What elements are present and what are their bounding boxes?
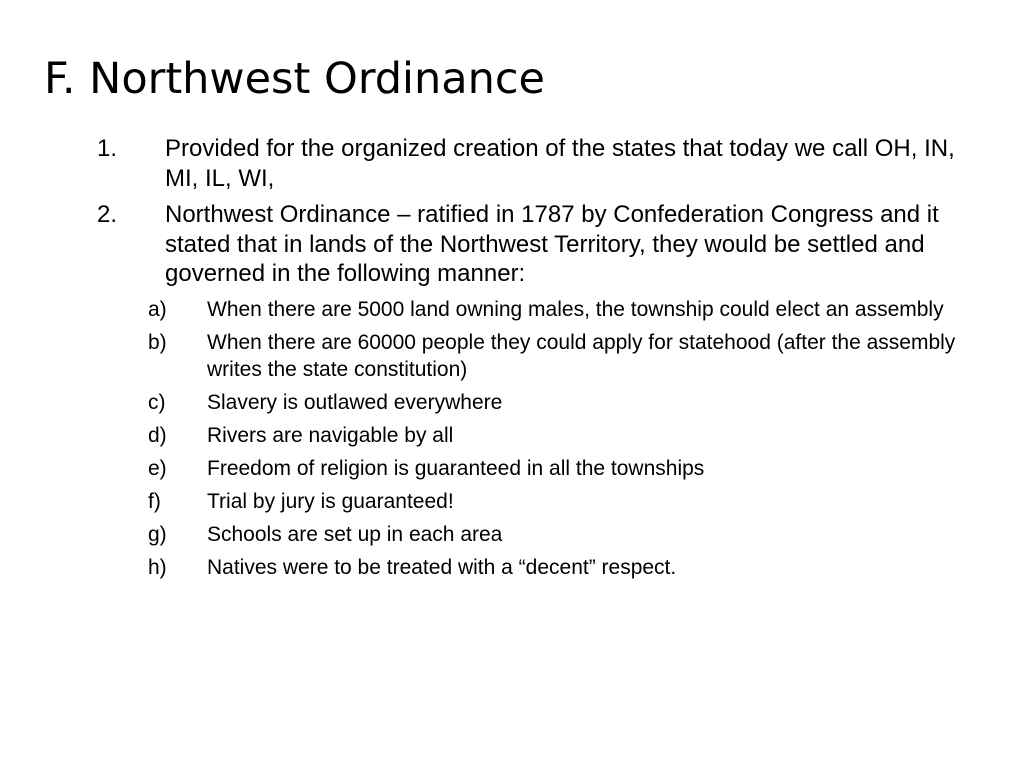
- sub-marker: h): [148, 555, 167, 579]
- sub-item-g: [96, 521, 976, 548]
- sub-item-text: Trial by jury is guaranteed!: [207, 489, 454, 513]
- sub-item-text: When there are 5000 land owning males, the township could elect an assembly: [207, 297, 944, 321]
- sub-marker: f): [148, 489, 161, 513]
- sub-marker: e): [148, 456, 167, 480]
- sub-item-text: When there are 60000 people they could apply for statehood (after the assembly writes the state constitution): [207, 330, 956, 381]
- sub-item-text: Rivers are navigable by all: [207, 423, 454, 447]
- slide-content: [96, 134, 976, 587]
- list-item-2: [96, 200, 976, 289]
- sub-marker: c): [148, 390, 166, 414]
- slide-title: F. Northwest Ordinance: [44, 54, 545, 104]
- sub-marker: b): [148, 330, 167, 354]
- sub-marker: d): [148, 423, 167, 447]
- sub-item-h: [96, 554, 976, 581]
- list-item-text: Northwest Ordinance – ratified in 1787 by Confederation Congress and it stated that in lands of the Northwest Territory, they would be settled and governed in the following manner:: [165, 201, 939, 287]
- sub-marker: g): [148, 522, 167, 546]
- list-item-1: [96, 134, 976, 193]
- sub-item-c: [96, 389, 976, 416]
- list-marker: 2.: [97, 201, 118, 228]
- sub-item-text: Schools are set up in each area: [207, 522, 503, 546]
- sub-item-text: Natives were to be treated with a “decent” respect.: [207, 555, 677, 579]
- sub-item-d: [96, 422, 976, 449]
- sub-item-b: [96, 329, 976, 383]
- sub-item-e: [96, 455, 976, 482]
- sub-item-f: [96, 488, 976, 515]
- sub-marker: a): [148, 297, 167, 321]
- sub-item-a: [96, 296, 976, 323]
- list-marker: 1.: [97, 135, 118, 162]
- sub-item-text: Slavery is outlawed everywhere: [207, 390, 503, 414]
- sub-item-text: Freedom of religion is guaranteed in all the townships: [207, 456, 705, 480]
- list-item-text: Provided for the organized creation of the states that today we call OH, IN, MI, IL, WI,: [165, 135, 955, 192]
